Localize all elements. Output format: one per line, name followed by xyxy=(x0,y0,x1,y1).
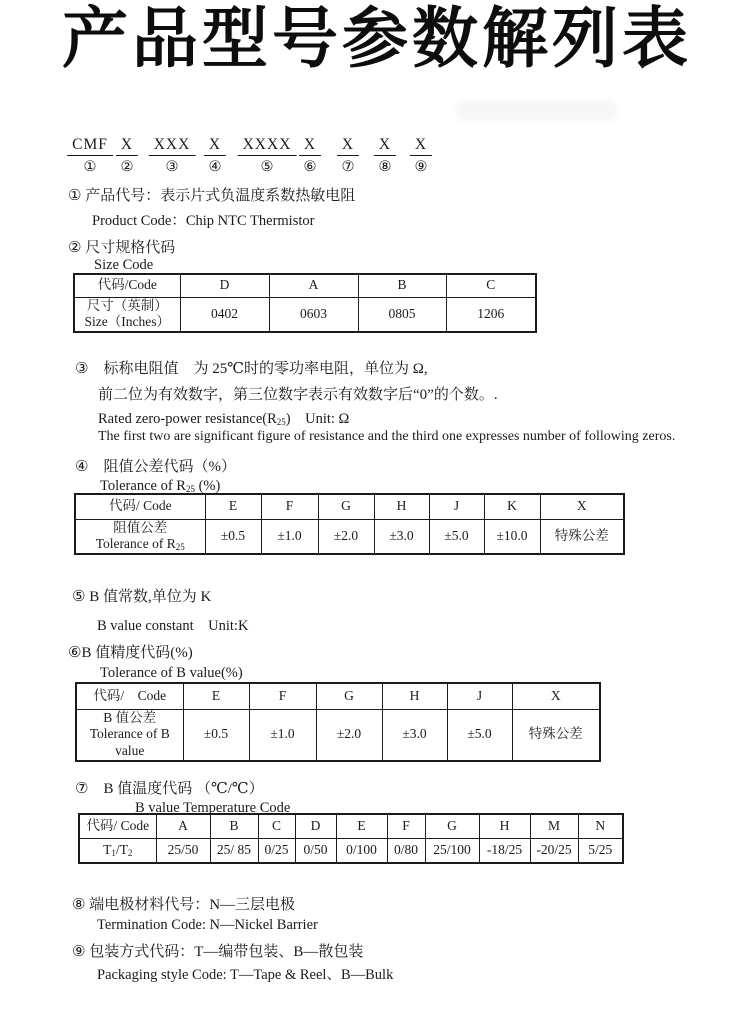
subscript: 25 xyxy=(175,542,185,553)
table-header-row xyxy=(75,494,624,519)
section-5-cn: ⑤ B 值常数,单位为 K xyxy=(72,589,212,605)
text-run: (%) xyxy=(194,478,221,494)
r25-tolerance-table xyxy=(74,493,625,555)
header-cell: 代码/Code xyxy=(74,274,180,297)
section-3-en-line2: The first two are significant figure of resistance and the third one expresses number of following zeros. xyxy=(98,429,676,444)
value-cell: ±1.0 xyxy=(249,709,316,761)
header-cell: X xyxy=(540,494,624,519)
header-cell: 代码/ Code xyxy=(75,494,205,519)
value-cell: ±0.5 xyxy=(205,519,261,554)
value-cell: ±1.0 xyxy=(261,519,318,554)
value-cell: 特殊公差 xyxy=(540,519,624,554)
header-cell: B xyxy=(358,274,446,297)
section-2-cn: ② 尺寸规格代码 xyxy=(68,240,176,256)
text-run: Rated zero-power resistance(R xyxy=(98,411,277,427)
section-8-en: Termination Code: N—Nickel Barrier xyxy=(97,917,318,933)
header-cell: E xyxy=(336,814,387,838)
section-6-en: Tolerance of B value(%) xyxy=(100,665,243,681)
header-cell: G xyxy=(316,683,382,709)
model-code-part: X xyxy=(374,136,396,156)
table-row xyxy=(76,709,600,761)
header-cell: A xyxy=(269,274,358,297)
b-temperature-table xyxy=(78,813,624,864)
header-cell: B xyxy=(210,814,258,838)
subscript: 25 xyxy=(185,484,195,494)
row-label-line: Tolerance of B xyxy=(89,726,170,742)
section-3-en-line1 xyxy=(98,407,349,428)
text-run: /T xyxy=(115,841,128,857)
row-label-line xyxy=(76,536,205,553)
section-9-en: Packaging style Code: T—Tape & Reel、B—Bulk xyxy=(97,967,394,983)
page-title: 产品型号参数解列表 xyxy=(62,1,692,75)
header-cell: D xyxy=(295,814,336,838)
header-cell: M xyxy=(530,814,578,838)
value-cell: 25/50 xyxy=(156,838,210,863)
row-label-cell xyxy=(74,297,180,332)
section-3-cn-line2: 前二位为有效数字，第三位数字表示有效数字后“0”的个数。. xyxy=(98,387,498,403)
value-cell: 0/80 xyxy=(387,838,425,863)
code-position-marker: ⑨ xyxy=(414,159,428,175)
b-tolerance-table xyxy=(75,682,601,762)
header-cell: E xyxy=(205,494,261,519)
row-label-line: 阻值公差 xyxy=(113,519,168,535)
value-cell: ±2.0 xyxy=(318,519,374,554)
value-cell: -20/25 xyxy=(530,838,578,863)
value-cell: 25/ 85 xyxy=(210,838,258,863)
code-position-marker: ⑤ xyxy=(260,159,274,175)
model-code-part: X xyxy=(299,136,321,156)
header-cell: 代码/ Code xyxy=(79,814,156,838)
code-position-marker: ⑥ xyxy=(303,159,317,175)
header-cell: D xyxy=(180,274,269,297)
section-4-cn: ④ 阻值公差代码（%） xyxy=(75,459,236,475)
model-code-part: X xyxy=(204,136,226,156)
section-8-cn: ⑧ 端电极材料代号：N—三层电极 xyxy=(72,897,296,913)
table-row xyxy=(79,838,623,863)
header-cell: E xyxy=(183,683,249,709)
text-run: Tolerance of R xyxy=(95,536,176,552)
row-label-line: Size（Inches） xyxy=(84,314,170,330)
code-position-marker: ③ xyxy=(165,159,179,175)
header-cell: F xyxy=(387,814,425,838)
size-code-table xyxy=(73,273,537,333)
header-cell: K xyxy=(484,494,540,519)
header-cell: J xyxy=(429,494,484,519)
value-cell: 0/25 xyxy=(258,838,295,863)
subscript: 1 xyxy=(111,847,116,858)
header-cell: F xyxy=(249,683,316,709)
header-cell: G xyxy=(318,494,374,519)
row-label-line: 尺寸（英制） xyxy=(86,297,168,313)
row-label-cell xyxy=(79,838,156,863)
header-cell: N xyxy=(578,814,623,838)
code-position-marker: ④ xyxy=(208,159,222,175)
header-cell: C xyxy=(258,814,295,838)
section-1-en: Product Code：Chip NTC Thermistor xyxy=(92,213,315,229)
model-code-part: CMF xyxy=(67,136,113,156)
section-2-en: Size Code xyxy=(94,257,154,273)
value-cell: 特殊公差 xyxy=(512,709,600,761)
value-cell: ±0.5 xyxy=(183,709,249,761)
text-run: T xyxy=(103,841,112,857)
header-cell: X xyxy=(512,683,600,709)
model-code-part: XXXX xyxy=(238,136,297,156)
value-cell: 25/100 xyxy=(425,838,479,863)
row-label-line: value xyxy=(115,743,145,759)
table-row xyxy=(74,297,536,332)
value-cell: ±10.0 xyxy=(484,519,540,554)
text-run: ) Unit: Ω xyxy=(285,411,350,427)
row-label-cell xyxy=(75,519,205,554)
code-position-marker: ② xyxy=(120,159,134,175)
value-cell: 0/50 xyxy=(295,838,336,863)
row-label-cell xyxy=(76,709,183,761)
value-cell: ±2.0 xyxy=(316,709,382,761)
value-cell: 5/25 xyxy=(578,838,623,863)
section-1-cn: ① 产品代号：表示片式负温度系数热敏电阻 xyxy=(68,188,356,204)
header-cell: H xyxy=(374,494,429,519)
model-code-part: X xyxy=(337,136,359,156)
table-header-row xyxy=(74,274,536,297)
table-header-row xyxy=(79,814,623,838)
header-cell: 代码/ Code xyxy=(76,683,183,709)
subscript: 25 xyxy=(276,417,286,427)
section-7-cn: ⑦ B 值温度代码 （℃/℃） xyxy=(75,781,264,797)
value-cell: 1206 xyxy=(446,297,536,332)
model-code-part: X xyxy=(116,136,138,156)
code-position-marker: ⑦ xyxy=(341,159,355,175)
section-6-cn: ⑥B 值精度代码(%) xyxy=(68,645,193,661)
value-cell: 0805 xyxy=(358,297,446,332)
value-cell: 0603 xyxy=(269,297,358,332)
section-9-cn: ⑨ 包装方式代码：T—编带包装、B—散包装 xyxy=(72,944,364,960)
code-position-marker: ⑧ xyxy=(378,159,392,175)
header-cell: H xyxy=(382,683,447,709)
table-row xyxy=(75,519,624,554)
header-cell: C xyxy=(446,274,536,297)
value-cell: ±5.0 xyxy=(429,519,484,554)
text-run: Tolerance of R xyxy=(100,478,186,494)
value-cell: ±5.0 xyxy=(447,709,512,761)
value-cell: ±3.0 xyxy=(374,519,429,554)
value-cell: -18/25 xyxy=(479,838,530,863)
value-cell: ±3.0 xyxy=(382,709,447,761)
row-label-line: B 值公差 xyxy=(103,709,157,725)
model-code-part: X xyxy=(410,136,432,156)
value-cell: 0402 xyxy=(180,297,269,332)
section-7-en: B value Temperature Code xyxy=(135,800,291,816)
model-code-row xyxy=(0,136,750,156)
table-header-row xyxy=(76,683,600,709)
scan-artifact xyxy=(456,100,618,122)
header-cell: A xyxy=(156,814,210,838)
header-cell: G xyxy=(425,814,479,838)
section-3-cn-line1: ③ 标称电阻值 为 25℃时的零功率电阻，单位为 Ω, xyxy=(75,361,428,377)
section-5-en: B value constant Unit:K xyxy=(97,618,249,634)
model-code-markers-row xyxy=(0,159,750,177)
header-cell: F xyxy=(261,494,318,519)
model-code-part: XXX xyxy=(149,136,196,156)
subscript: 2 xyxy=(127,847,133,858)
header-cell: H xyxy=(479,814,530,838)
value-cell: 0/100 xyxy=(336,838,387,863)
header-cell: J xyxy=(447,683,512,709)
code-position-marker: ① xyxy=(83,159,97,175)
